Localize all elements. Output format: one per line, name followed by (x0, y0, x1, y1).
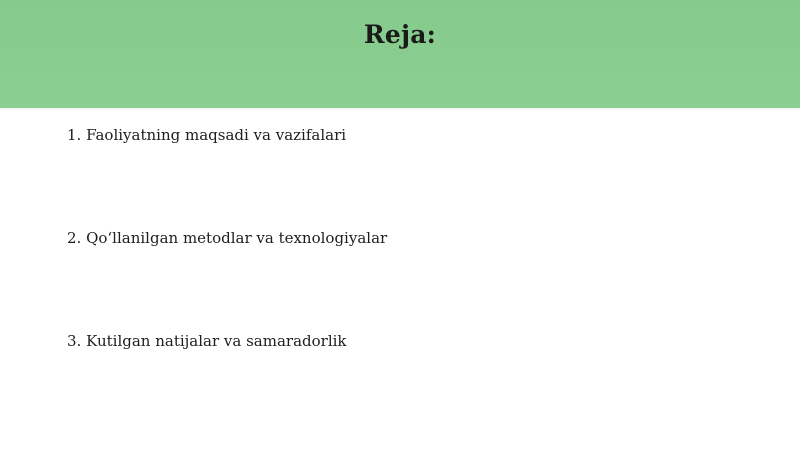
agenda-item: 3. Kutilgan natijalar va samaradorlik (67, 332, 347, 350)
agenda-item: 2. Qo‘llanilgan metodlar va texnologiyalar (67, 229, 388, 247)
agenda-list (67, 0, 767, 449)
slide-title: Reja: (363, 20, 437, 49)
agenda-item: 1. Faoliyatning maqsadi va vazifalari (67, 126, 347, 144)
